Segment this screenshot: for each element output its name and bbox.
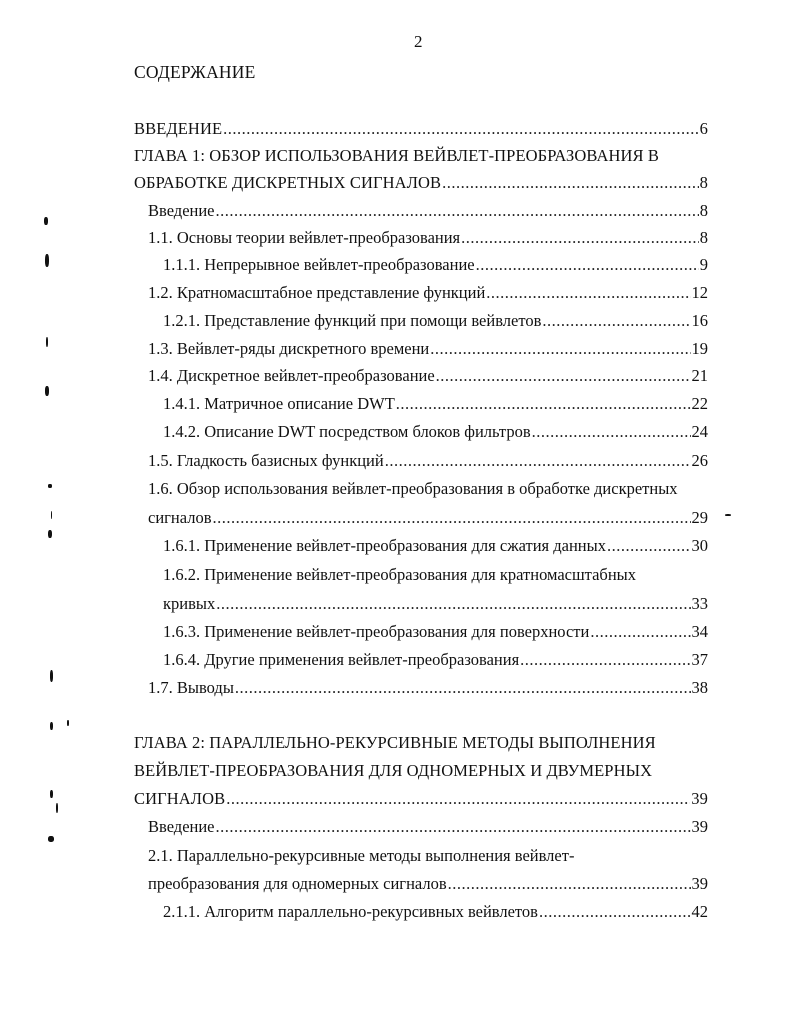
toc-entry-label: 1.4. Дискретное вейвлет-преобразование <box>148 366 435 385</box>
toc-entry-label: 1.1.1. Непрерывное вейвлет-преобразование <box>163 255 475 274</box>
leader-dots <box>461 228 699 248</box>
scan-speck <box>46 337 48 347</box>
toc-entry-page: 33 <box>691 594 708 613</box>
leader-dots <box>235 678 691 698</box>
toc-entry-2-1[interactable] <box>148 874 708 894</box>
toc-entry-label: 1.6.3. Применение вейвлет-преобразования для поверхности <box>163 622 590 641</box>
toc-entry-label: ВВЕДЕНИЕ <box>134 119 223 138</box>
toc-entry-1-6-2-line1[interactable]: 1.6.2. Применение вейвлет-преобразования для кратномасштабных <box>163 565 636 584</box>
toc-entry-1-4[interactable] <box>148 366 708 386</box>
leader-dots <box>216 817 691 837</box>
toc-entry-label: Введение <box>148 817 215 836</box>
toc-entry-page: 39 <box>691 817 708 836</box>
toc-chapter2-line2[interactable]: ВЕЙВЛЕТ-ПРЕОБРАЗОВАНИЯ ДЛЯ ОДНОМЕРНЫХ И ДВУМЕРНЫХ <box>134 761 653 780</box>
leader-dots <box>226 789 690 809</box>
toc-chapter1-line1[interactable]: ГЛАВА 1: ОБЗОР ИСПОЛЬЗОВАНИЯ ВЕЙВЛЕТ-ПРЕОБРАЗОВАНИЯ В <box>134 146 659 165</box>
toc-entry-label: 1.6.4. Другие применения вейвлет-преобразования <box>163 650 520 669</box>
toc-entry-label: СИГНАЛОВ <box>134 789 226 808</box>
toc-entry-page: 8 <box>699 228 708 247</box>
scan-speck <box>67 720 69 726</box>
scan-speck <box>50 670 53 682</box>
toc-entry-label: 1.4.2. Описание DWT посредством блоков фильтров <box>163 422 531 441</box>
toc-entry-1-1-1[interactable] <box>163 255 708 275</box>
toc-entry-2-1-1[interactable] <box>163 902 708 922</box>
toc-entry-page: 37 <box>691 650 708 669</box>
toc-entry-page: 42 <box>691 902 708 921</box>
toc-entry-label: 2.1.1. Алгоритм параллельно-рекурсивных вейвлетов <box>163 902 538 921</box>
toc-entry-page: 16 <box>691 311 708 330</box>
toc-entry-page: 8 <box>699 173 708 192</box>
leader-dots <box>396 394 691 414</box>
toc-entry-page: 6 <box>699 119 708 138</box>
toc-entry-1-6-3[interactable] <box>163 622 708 642</box>
toc-entry-label: сигналов <box>148 508 212 527</box>
leader-dots <box>520 650 690 670</box>
leader-dots <box>216 201 699 221</box>
leader-dots <box>476 255 699 275</box>
toc-entry-1-1[interactable] <box>148 228 708 248</box>
toc-entry-1-2[interactable] <box>148 283 708 303</box>
toc-entry-1-6-1[interactable] <box>163 536 708 556</box>
toc-entry-1-6-line1[interactable]: 1.6. Обзор использования вейвлет-преобразования в обработке дискретных <box>148 479 678 498</box>
toc-chapter2-line1[interactable]: ГЛАВА 2: ПАРАЛЛЕЛЬНО-РЕКУРСИВНЫЕ МЕТОДЫ ВЫПОЛНЕНИЯ <box>134 733 656 752</box>
toc-entry-label: 1.2.1. Представление функций при помощи вейвлетов <box>163 311 542 330</box>
toc-title: СОДЕРЖАНИЕ <box>134 62 256 82</box>
toc-entry-chapter1[interactable] <box>134 173 708 193</box>
scan-speck <box>44 217 48 225</box>
toc-entry-page: 22 <box>691 394 708 413</box>
toc-entry-ch1-intro[interactable] <box>148 201 708 221</box>
leader-dots <box>486 283 690 303</box>
toc-entry-2-1-line1[interactable]: 2.1. Параллельно-рекурсивные методы выполнения вейвлет- <box>148 846 575 865</box>
toc-entry-1-6-2[interactable] <box>163 594 708 614</box>
toc-entry-page: 12 <box>691 283 708 302</box>
toc-entry-label: 1.4.1. Матричное описание DWT <box>163 394 395 413</box>
scan-speck <box>56 803 58 813</box>
scan-speck <box>725 514 731 516</box>
toc-entry-ch2-intro[interactable] <box>148 817 708 837</box>
toc-entry-label: Введение <box>148 201 215 220</box>
scan-speck <box>45 254 49 267</box>
toc-entry-label: ОБРАБОТКЕ ДИСКРЕТНЫХ СИГНАЛОВ <box>134 173 442 192</box>
toc-entry-1-4-2[interactable] <box>163 422 708 442</box>
leader-dots <box>590 622 690 642</box>
toc-entry-label: 1.6.1. Применение вейвлет-преобразования для сжатия данных <box>163 536 606 555</box>
toc-entry-page: 21 <box>691 366 708 385</box>
leader-dots <box>539 902 691 922</box>
toc-entry-label: преобразования для одномерных сигналов <box>148 874 447 893</box>
toc-entry-page: 9 <box>699 255 708 274</box>
scan-speck <box>48 836 54 842</box>
leader-dots <box>442 173 699 193</box>
toc-entry-label: 1.1. Основы теории вейвлет-преобразования <box>148 228 461 247</box>
toc-entry-1-5[interactable] <box>148 451 708 471</box>
leader-dots <box>430 339 690 359</box>
toc-entry-page: 24 <box>691 422 708 441</box>
toc-entry-page: 26 <box>691 451 708 470</box>
leader-dots <box>216 594 690 614</box>
leader-dots <box>223 119 699 139</box>
leader-dots <box>607 536 691 556</box>
toc-entry-page: 39 <box>691 874 708 893</box>
toc-entry-page: 30 <box>691 536 708 555</box>
toc-entry-page: 39 <box>691 789 708 808</box>
scan-speck <box>45 386 49 396</box>
leader-dots <box>385 451 691 471</box>
toc-entry-page: 34 <box>691 622 708 641</box>
toc-entry-page: 38 <box>691 678 708 697</box>
toc-entry-1-6-4[interactable] <box>163 650 708 670</box>
leader-dots <box>448 874 691 894</box>
scan-speck <box>48 484 52 488</box>
toc-entry-1-6[interactable] <box>148 508 708 528</box>
toc-entry-page: 19 <box>691 339 708 358</box>
toc-entry-page: 29 <box>691 508 708 527</box>
toc-entry-introduction[interactable] <box>134 119 708 139</box>
scan-speck <box>51 511 52 519</box>
toc-entry-1-7[interactable] <box>148 678 708 698</box>
leader-dots <box>532 422 691 442</box>
toc-entry-1-2-1[interactable] <box>163 311 708 331</box>
toc-entry-label: 1.5. Гладкость базисных функций <box>148 451 384 470</box>
toc-entry-page: 8 <box>699 201 708 220</box>
toc-entry-label: кривых <box>163 594 216 613</box>
toc-entry-1-4-1[interactable] <box>163 394 708 414</box>
toc-entry-chapter2[interactable] <box>134 789 708 809</box>
page-number: 2 <box>414 32 423 51</box>
toc-entry-1-3[interactable] <box>148 339 708 359</box>
scan-speck <box>48 530 52 538</box>
leader-dots <box>213 508 691 528</box>
leader-dots <box>542 311 690 331</box>
toc-entry-label: 1.7. Выводы <box>148 678 234 697</box>
toc-entry-label: 1.2. Кратномасштабное представление функций <box>148 283 486 302</box>
scan-speck <box>50 790 53 798</box>
leader-dots <box>436 366 691 386</box>
scan-speck <box>50 722 53 730</box>
toc-entry-label: 1.3. Вейвлет-ряды дискретного времени <box>148 339 430 358</box>
